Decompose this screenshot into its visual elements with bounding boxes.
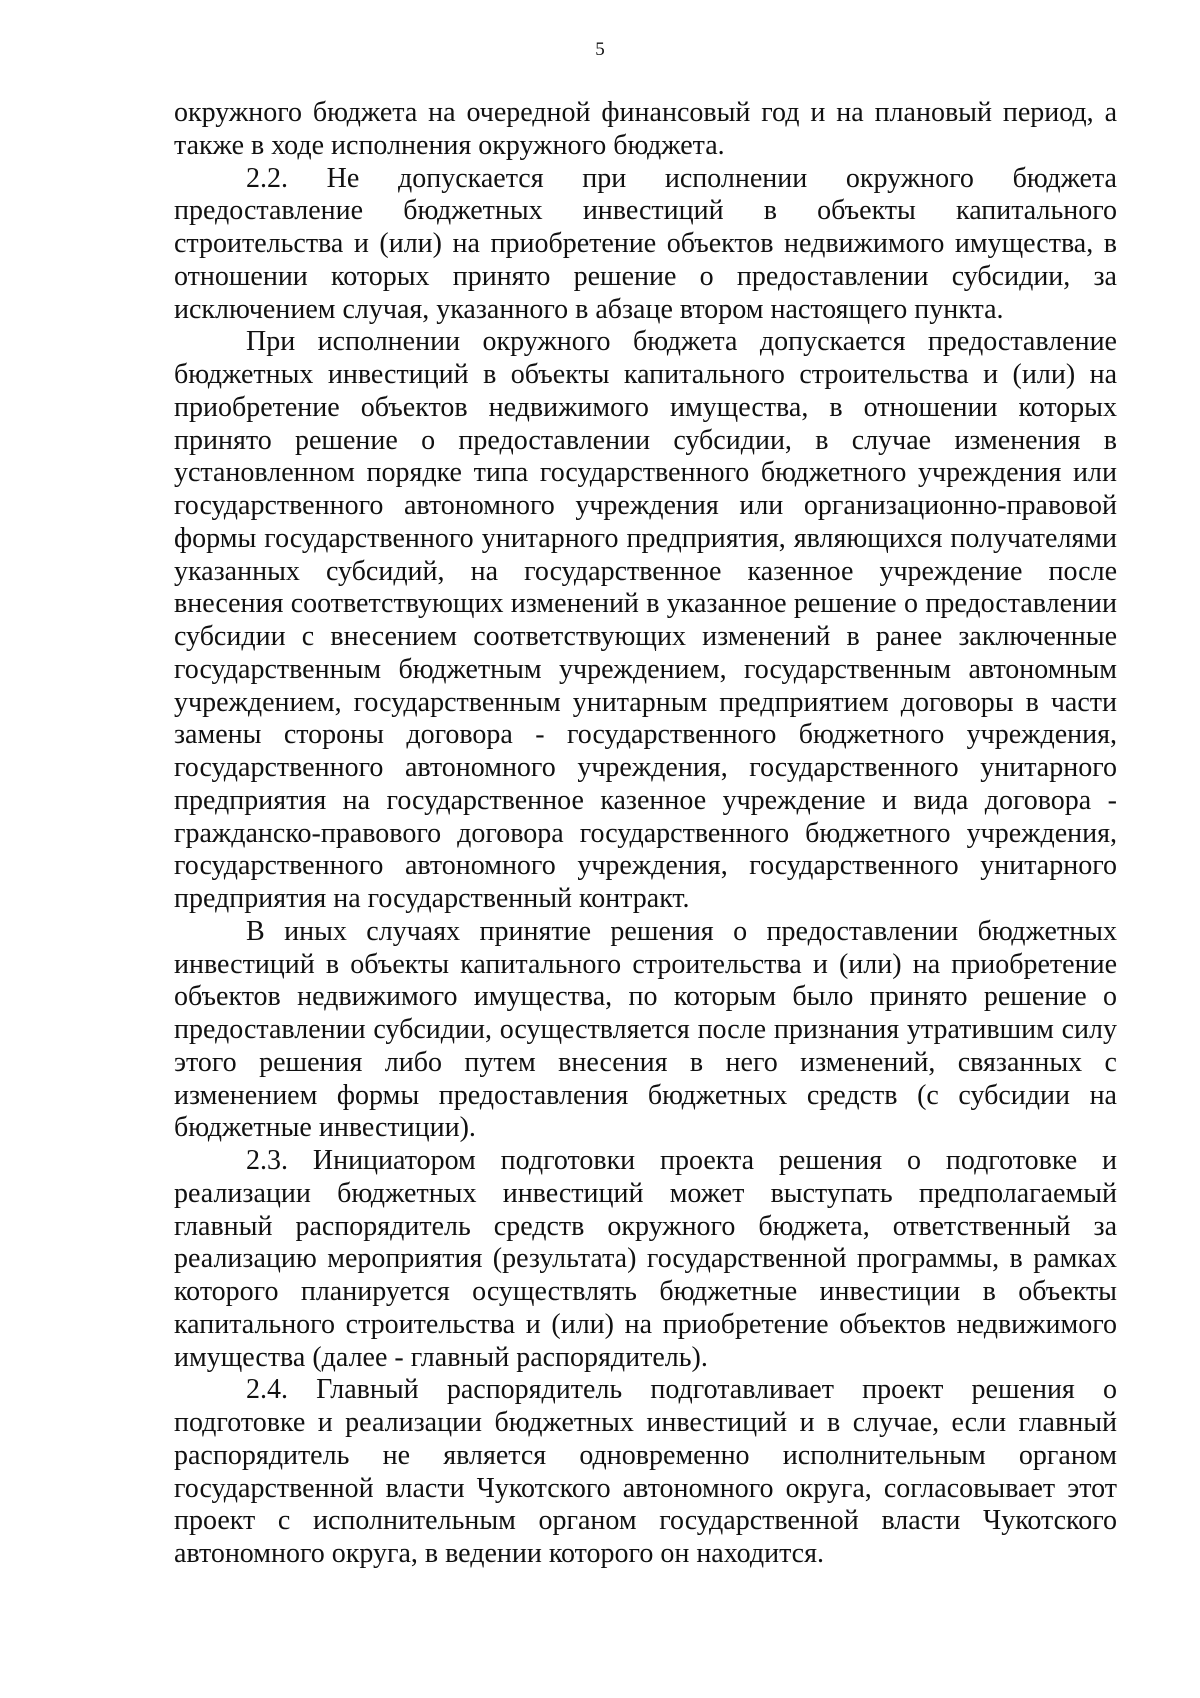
- document-body: [174, 97, 1117, 1571]
- paragraph-2-2-exception: При исполнении окружного бюджета допускается предоставление бюджетных инвестиций в объекты капитального строительства и (или) на приобретение объектов недвижимого имущества, в отношении которых принято решение о предоставлении субсидии, в случае изменения в установленном порядке типа государственного бюджетного учреждения или государственного автономного учреждения или организационно-правовой формы государственного унитарного предприятия, являющихся получателями указанных субсидий, на государственное казенное учреждение после внесения соответствующих изменений в указанное решение о предоставлении субсидии с внесением соответствующих изменений в ранее заключенные государственным бюджетным учреждением, государственным автономным учреждением, государственным унитарным предприятием договоры в части замены стороны договора - государственного бюджетного учреждения, государственного автономного учреждения, государственного унитарного предприятия на государственное казенное учреждение и вида договора - гражданско-правового договора государственного бюджетного учреждения, государственного автономного учреждения, государственного унитарного предприятия на государственный контракт.: [174, 326, 1117, 914]
- paragraph-2-4: 2.4. Главный распорядитель подготавливает проект решения о подготовке и реализации бюджетных инвестиций и в случае, если главный распорядитель не является одновременно исполнительным органом государственной власти Чукотского автономного округа, согласовывает этот проект с исполнительным органом государственной власти Чукотского автономного округа, в ведении которого он находится.: [174, 1374, 1117, 1569]
- paragraph-2-3: 2.3. Инициатором подготовки проекта решения о подготовке и реализации бюджетных инвестиций может выступать предполагаемый главный распорядитель средств окружного бюджета, ответственный за реализацию мероприятия (результата) государственной программы, в рамках которого планируется осуществлять бюджетные инвестиции в объекты капитального строительства и (или) на приобретение объектов недвижимого имущества (далее - главный распорядитель).: [174, 1145, 1117, 1373]
- paragraph-2-2: 2.2. Не допускается при исполнении окружного бюджета предоставление бюджетных инвестиций в объекты капитального строительства и (или) на приобретение объектов недвижимого имущества, в отношении которых принято решение о предоставлении субсидии, за исключением случая, указанного в абзаце втором настоящего пункта.: [174, 162, 1117, 325]
- paragraph-2-2-other-cases: В иных случаях принятие решения о предоставлении бюджетных инвестиций в объекты капитального строительства и (или) на приобретение объектов недвижимого имущества, по которым было принято решение о предоставлении субсидии, осуществляется после признания утратившим силу этого решения либо путем внесения в него изменений, связанных с изменением формы предоставления бюджетных средств (с субсидии на бюджетные инвестиции).: [174, 915, 1117, 1144]
- page-number: 5: [595, 39, 605, 60]
- paragraph-continuation: окружного бюджета на очередной финансовый год и на плановый период, а также в ходе исполнения окружного бюджета.: [174, 97, 1117, 161]
